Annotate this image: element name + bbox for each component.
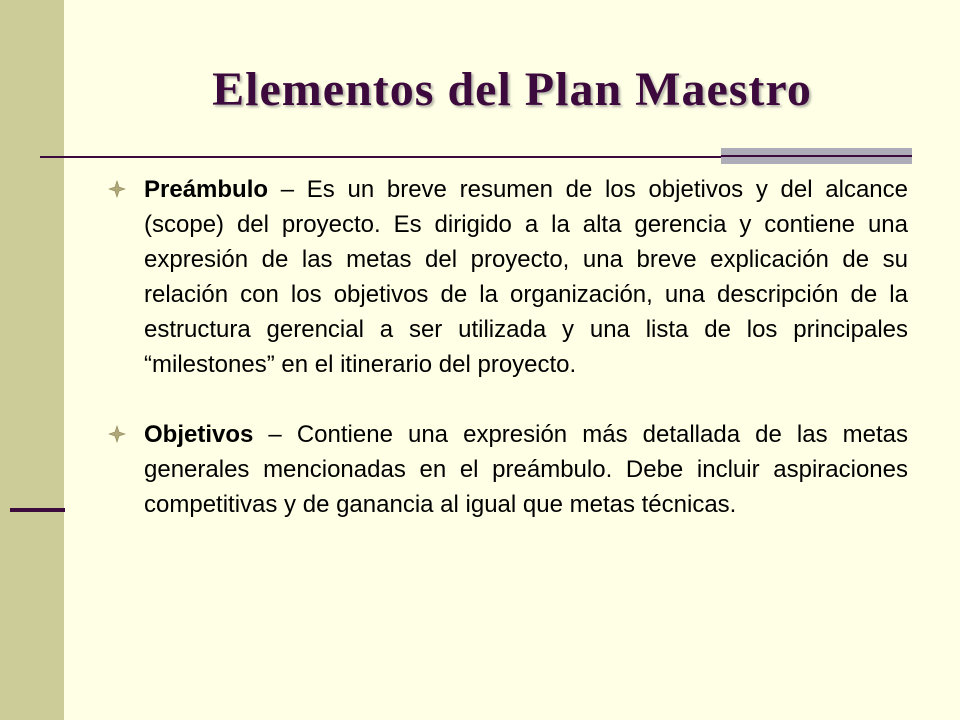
left-accent-line: [10, 508, 65, 512]
slide-title: Elementos del Plan Maestro: [212, 63, 812, 116]
bullet-text: – Contiene una expresión más detallada de las metas generales mencionadas en el preámbulo. Debe incluir aspiraciones competitivas y de ganancia al igual que metas técnicas.: [144, 421, 908, 518]
slide-content: [108, 172, 908, 522]
bullet-term: Preámbulo: [144, 176, 269, 203]
bullet-objetivos: [108, 417, 908, 522]
four-point-star-bullet-icon: [108, 425, 126, 443]
four-point-star-bullet-icon: [108, 180, 126, 198]
title-underline-accent: [721, 148, 912, 164]
bullet-text: – Es un breve resumen de los objetivos y del alcance (scope) del proyecto. Es dirigido a la alta gerencia y contiene una expresión de las metas del proyecto, una breve explicación de su relación con los objetivos de la organización, una descripción de la estructura gerencial a ser utilizada y una lista de los principales “milestones” en el itinerario del proyecto.: [144, 176, 908, 378]
left-decorative-band: [0, 0, 64, 720]
bullet-term: Objetivos: [144, 421, 254, 448]
bullet-preambulo: [108, 172, 908, 382]
